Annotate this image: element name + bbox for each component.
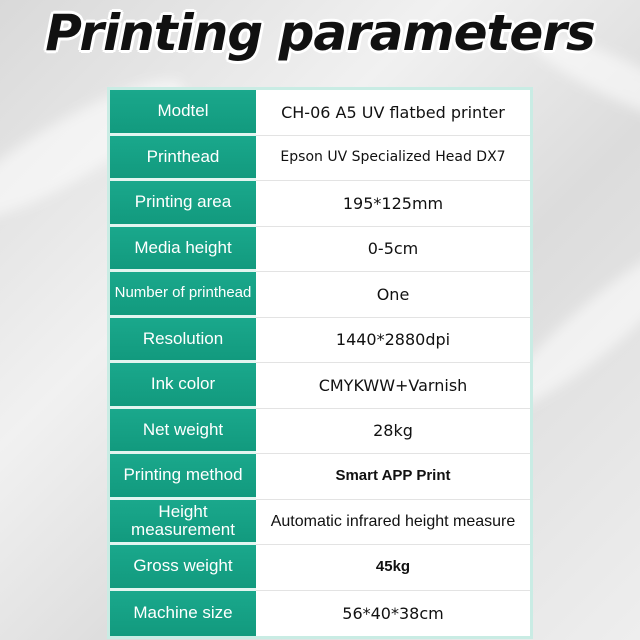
spec-label: Height measurement <box>110 500 256 546</box>
spec-row-machine-size <box>110 591 530 637</box>
spec-row-printing-method <box>110 454 530 500</box>
spec-row-printhead-count <box>110 272 530 318</box>
spec-label: Resolution <box>110 318 256 364</box>
spec-label: Printing method <box>110 454 256 500</box>
spec-label: Number of printhead <box>110 272 256 318</box>
spec-row-ink-color <box>110 363 530 409</box>
spec-row-net-weight <box>110 409 530 455</box>
spec-value: 56*40*38cm <box>342 603 444 623</box>
spec-value: 45kg <box>256 545 530 591</box>
spec-row-resolution <box>110 318 530 364</box>
spec-label: Printhead <box>110 136 256 182</box>
spec-value: 195*125mm <box>256 181 530 227</box>
spec-row-height-measurement <box>110 500 530 546</box>
spec-value: Automatic infrared height measure <box>256 500 530 546</box>
spec-row-printing-area <box>110 181 530 227</box>
spec-label: Printing area <box>110 181 256 227</box>
spec-label: Machine size <box>110 591 256 637</box>
spec-value: One <box>256 272 530 318</box>
spec-value: CH-06 A5 UV flatbed printer <box>256 90 530 136</box>
spec-value: 28kg <box>256 409 530 455</box>
spec-table <box>107 87 533 639</box>
spec-value: Epson UV Specialized Head DX7 <box>256 136 530 182</box>
spec-row-gross-weight <box>110 545 530 591</box>
spec-row-media-height <box>110 227 530 273</box>
spec-value: Smart APP Print <box>256 454 530 500</box>
spec-row-model <box>110 90 530 136</box>
spec-label: Net weight <box>110 409 256 455</box>
spec-label: Ink color <box>110 363 256 409</box>
page-title: Printing parameters <box>45 4 595 62</box>
spec-value: 0-5cm <box>256 227 530 273</box>
spec-value: 1440*2880dpi <box>256 318 530 364</box>
spec-label: Gross weight <box>110 545 256 591</box>
spec-label: Modtel <box>110 90 256 136</box>
spec-row-printhead <box>110 136 530 182</box>
spec-value: CMYKWW+Varnish <box>256 363 530 409</box>
spec-label: Media height <box>110 227 256 273</box>
